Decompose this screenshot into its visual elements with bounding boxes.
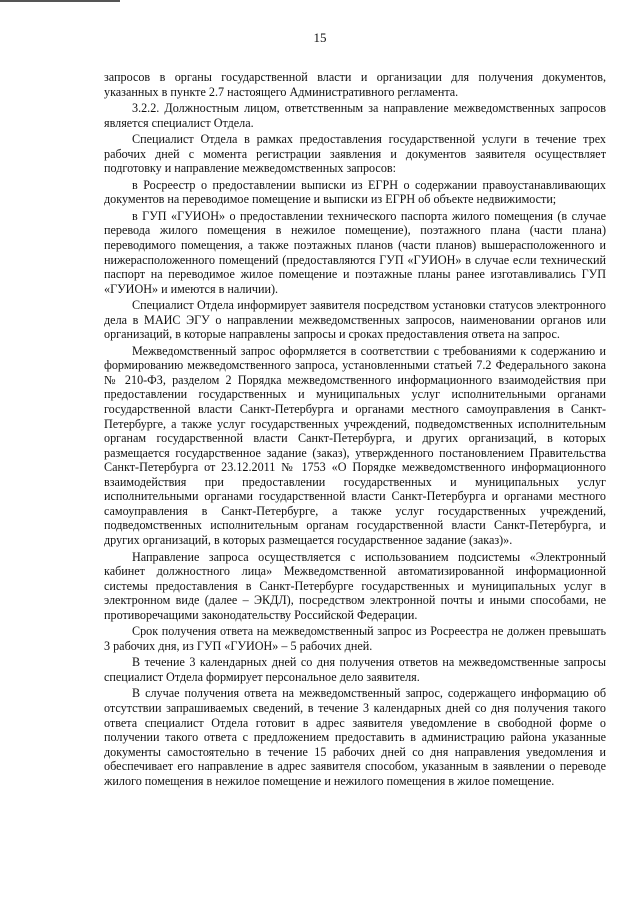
page-number: 15	[313, 30, 327, 45]
paragraph: Срок получения ответа на межведомственный запрос из Росреестра не должен превышать 3 рабочих дня, из ГУП «ГУИОН» – 5 рабочих дней.	[104, 624, 606, 653]
paragraph: Специалист Отдела в рамках предоставления государственной услуги в течение трех рабочих дней с момента регистрации заявления и документов заявителя осуществляет подготовку и направление межведомственных запросов:	[104, 132, 606, 176]
paragraph: Направление запроса осуществляется с использованием подсистемы «Электронный кабинет должностного лица» Межведомственной автоматизированной информационной системы предоставления в Санкт-Петербурге государственных и муниципальных услуг в электронном виде (далее – ЭКДЛ), посредством электронной почты и иными способами, не противоречащими законодательству Российской Федерации.	[104, 549, 606, 622]
paragraph: В случае получения ответа на межведомственный запрос, содержащего информацию об отсутствии запрашиваемых сведений, в течение 3 календарных дней со дня получения такого ответа специалист Отдела готовит в адрес заявителя уведомление в свободной форме о получении такого ответа с предложением предоставить в администрацию района указанные документы самостоятельно в течение 15 рабочих дней со дня направления уведомления и обеспечивает его направление в адрес заявителя способом, указанным в заявлении о переводе жилого помещения в нежилое помещение и нежилого помещения в жилое помещение.	[104, 686, 606, 788]
paragraph: В течение 3 календарных дней со дня получения ответов на межведомственные запросы специалист Отдела формирует персональное дело заявителя.	[104, 655, 606, 684]
paragraph: в Росреестр о предоставлении выписки из ЕГРН о содержании правоустанавливающих документов на переводимое помещение и выписки из ЕГРН об объекте недвижимости;	[104, 177, 606, 207]
paragraph: Межведомственный запрос оформляется в соответствии с требованиями к содержанию и формированию межведомственного запроса, установленными статьей 7.2 Федерального закона № 210-ФЗ, разделом 2 Порядка межведомственного информационного взаимодействия при предоставлении государственных и муниципальных услуг исполнительными органами государственной власти Санкт-Петербурга и органами местного самоуправления в Санкт-Петербурге, а также услуг государственных учреждений, подведомственных исполнительным органам государственной власти Санкт-Петербурга, и других организаций, в которых размещается государственное задание (заказ), утвержденного постановлением Правительства Санкт-Петербурга от 23.12.2011 № 1753 «О Порядке межведомственного информационного взаимодействия при предоставлении государственных и муниципальных услуг исполнительными органами государственной власти Санкт-Петербурга и органами местного самоуправления в Санкт-Петербурге, а также услуг государственных учреждений, подведомственных исполнительным органам государственной власти Санкт-Петербурга, и других организаций, в которых размещается государственное задание (заказ)».	[104, 343, 606, 547]
paragraph: запросов в органы государственной власти и организации для получения документов, указанных в пункте 2.7 настоящего Административного регламента.	[104, 70, 606, 99]
document-body	[104, 70, 606, 790]
paragraph: Специалист Отдела информирует заявителя посредством установки статусов электронного дела в МАИС ЭГУ о направлении межведомственных запросов, наименовании органов или организаций, в которые направлены запросы и сроках предоставления ответа на запрос.	[104, 298, 606, 342]
paragraph: 3.2.2. Должностным лицом, ответственным за направление межведомственных запросов является специалист Отдела.	[104, 101, 606, 130]
paragraph: в ГУП «ГУИОН» о предоставлении технического паспорта жилого помещения (в случае перевода жилого помещения в нежилое помещение), поэтажного плана (части плана) переводимого помещения, а также поэтажных планов (части планов) вышерасположенного и нижерасположенного помещений (предоставляются ГУП «ГУИОН» в случае если технический паспорт на переводимое жилое помещение и поэтажные планы ранее изготавливались ГУП «ГУИОН» и имеются в наличии).	[104, 208, 606, 296]
top-edge-rule	[0, 0, 120, 2]
